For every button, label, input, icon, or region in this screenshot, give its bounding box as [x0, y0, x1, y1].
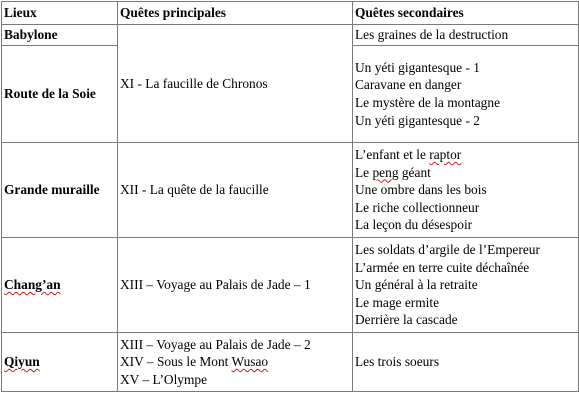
place-name: Qiyun: [4, 354, 40, 370]
side-quest-item: L’armée en terre cuite déchaînée: [355, 259, 530, 275]
main-quest-item: XIII – Voyage au Palais de Jade – 2: [120, 336, 311, 352]
main-quest-item: [120, 353, 350, 371]
spellcheck-word: peng: [372, 164, 399, 180]
quest-table: [1, 1, 579, 392]
header-places: Lieux: [2, 2, 118, 25]
side-quest-item: Caravane en danger: [355, 77, 462, 93]
table-header-row: [2, 2, 579, 25]
side-quest-item: Les trois soeurs: [355, 354, 440, 370]
place-cell: Route de la Soie: [2, 46, 118, 143]
side-quest-item: [355, 146, 576, 164]
main-quest-item: XV – L’Olympe: [120, 371, 208, 387]
spellcheck-word: raptor: [429, 147, 462, 163]
side-quest-item: Un yéti gigantesque - 2: [355, 112, 480, 128]
place-cell: [2, 238, 118, 333]
main-quest-cell: [118, 238, 353, 333]
side-quest-item: Les graines de la destruction: [355, 27, 509, 43]
place-cell: Grande muraille: [2, 143, 118, 238]
header-main-quests: Quêtes principales: [118, 2, 353, 25]
spellcheck-word: Wusao: [231, 354, 269, 370]
table-row: [2, 143, 579, 238]
place-name: Chang’an: [4, 277, 61, 293]
place-cell: [2, 333, 118, 392]
main-quest-item: XI - La faucille de Chronos: [120, 75, 268, 91]
side-quest-item: Une ombre dans les bois: [355, 182, 487, 198]
main-quest-cell: [118, 333, 353, 392]
side-quest-cell: [353, 238, 579, 333]
side-quest-text: Le: [355, 164, 373, 180]
main-quest-text: XIV – Sous le Mont: [120, 354, 232, 370]
side-quest-item: Un général à la retraite: [355, 277, 478, 293]
table-row: [2, 25, 579, 46]
main-quest-item: XII - La quête de la faucille: [120, 182, 269, 198]
side-quest-cell: [353, 143, 579, 238]
side-quest-item: Le riche collectionneur: [355, 199, 480, 215]
header-side-quests: Quêtes secondaires: [353, 2, 579, 25]
side-quest-item: Derrière la cascade: [355, 312, 458, 328]
side-quest-item: Un yéti gigantesque - 1: [355, 59, 480, 75]
side-quest-item: Les soldats d’argile de l’Empereur: [355, 242, 540, 258]
side-quest-item: Le mage ermite: [355, 294, 440, 310]
side-quest-item: [355, 164, 576, 182]
place-cell: Babylone: [2, 25, 118, 46]
side-quest-text: géant: [398, 164, 431, 180]
main-quest-cell: [118, 25, 353, 143]
side-quest-item: Le mystère de la montagne: [355, 95, 501, 110]
main-quest-cell: [118, 143, 353, 238]
side-quest-item: La leçon du désespoir: [355, 217, 473, 233]
table-row: [2, 238, 579, 333]
side-quest-text: L’enfant et le: [355, 147, 430, 163]
side-quest-cell: [353, 25, 579, 46]
side-quest-cell: [353, 333, 579, 392]
main-quest-item: XIII – Voyage au Palais de Jade – 1: [120, 277, 311, 293]
table-row: [2, 333, 579, 392]
side-quest-cell: [353, 46, 579, 143]
